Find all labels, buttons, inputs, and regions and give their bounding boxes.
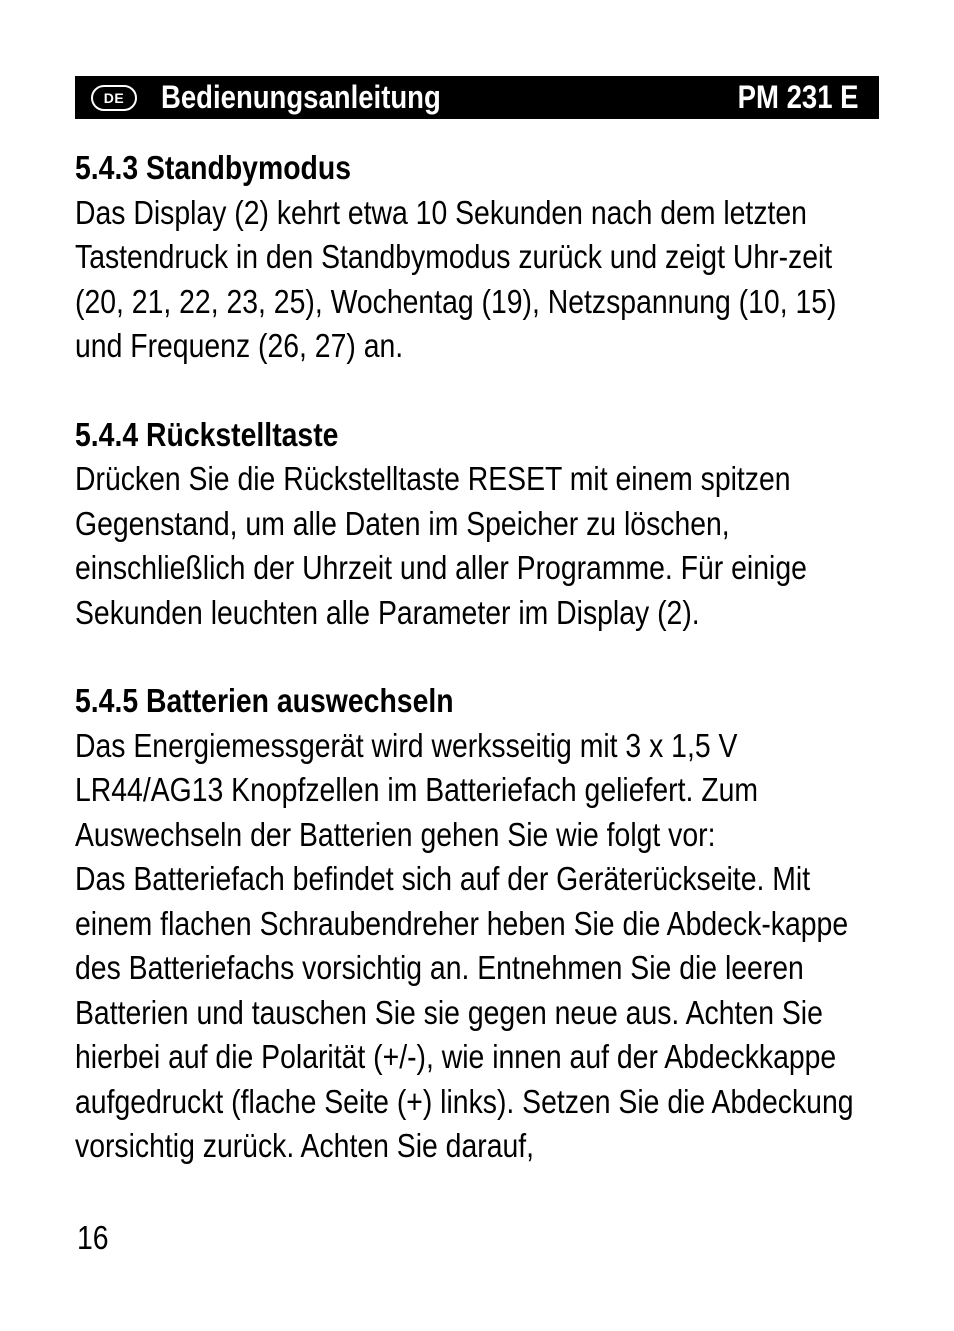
- section-heading: 5.4.4 Rückstelltaste: [75, 415, 339, 453]
- header-title: Bedienungsanleitung: [161, 79, 441, 115]
- header-model: PM 231 E: [738, 79, 859, 115]
- page-header: [75, 76, 879, 119]
- paragraph: Das Energiemessgerät wird werksseitig mit 3 x 1,5 V LR44/AG13 Knopfzellen im Batteriefach geliefert. Zum Auswechseln der Batterien gehen Sie wie folgt vor:: [75, 726, 759, 853]
- section-battery-replacement: [75, 679, 879, 1169]
- paragraph: Das Display (2) kehrt etwa 10 Sekunden nach dem letzten Tastendruck in den Standbymodus zurück und zeigt Uhr-zeit (20, 21, 22, 23, 25), Wochentag (19), Netzspannung (10, 15) und Frequenz (26, 27) an.: [75, 193, 837, 364]
- paragraph: Drücken Sie die Rückstelltaste RESET mit einem spitzen Gegenstand, um alle Daten im Speicher zu löschen, einschließlich der Uhrzeit und aller Programme. Für einige Sekunden leuchten alle Parameter im Display (2).: [75, 460, 807, 631]
- section-reset-button: [75, 413, 879, 636]
- page-number: 16: [77, 1219, 109, 1256]
- document-body: [75, 146, 879, 1213]
- section-standby-mode: [75, 146, 879, 369]
- section-heading: 5.4.3 Standbymodus: [75, 149, 351, 186]
- section-heading: 5.4.5 Batterien auswechseln: [75, 682, 454, 719]
- language-badge: DE: [91, 85, 137, 111]
- paragraph: Das Batteriefach befindet sich auf der Geräterückseite. Mit einem flachen Schraubendreher heben Sie die Abdeck-kappe des Batteriefachs vorsichtig an. Entnehmen Sie die leeren Batterien und tauschen Sie sie gegen neue aus. Achten Sie hierbei auf die Polarität (+/-), wie innen auf der Abdeckkappe aufgedruckt (flache Seite (+) links). Setzen Sie die Abdeckung vorsichtig zurück. Achten Sie darauf,: [75, 860, 854, 1164]
